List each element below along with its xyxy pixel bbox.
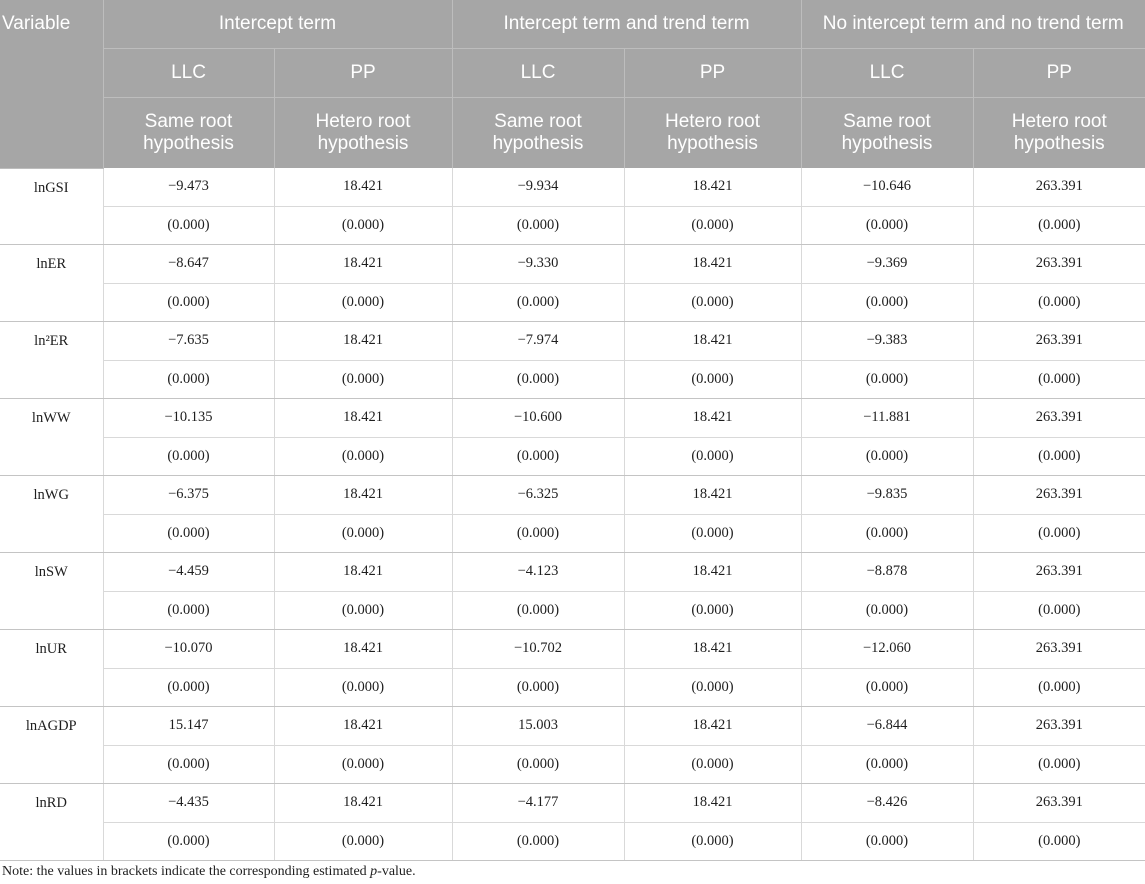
statistic-cell: −9.383 [801,322,973,361]
statistic-cell: 18.421 [624,784,801,823]
table-row-statistic [0,630,1145,669]
pvalue-cell: (0.000) [452,822,624,861]
pvalue-cell: (0.000) [274,437,452,476]
pvalue-cell: (0.000) [452,360,624,399]
header-row-hypotheses [0,98,1145,169]
table-note: Note: the values in brackets indicate the corresponding estimated p-value. [2,864,416,879]
table-row-statistic [0,707,1145,746]
pvalue-cell: (0.000) [624,514,801,553]
statistic-cell: −6.844 [801,707,973,746]
table-row-statistic [0,784,1145,823]
pvalue-cell: (0.000) [801,514,973,553]
hypothesis-header: Same root hypothesis [801,98,973,169]
statistic-cell: 263.391 [973,245,1145,284]
pvalue-cell: (0.000) [973,206,1145,245]
pvalue-cell: (0.000) [274,668,452,707]
hypothesis-header: Same root hypothesis [452,98,624,169]
variable-name: lnRD [0,784,103,861]
statistic-cell: −9.330 [452,245,624,284]
pvalue-cell: (0.000) [973,668,1145,707]
table-row-pvalue [0,514,1145,553]
pvalue-cell: (0.000) [973,822,1145,861]
pvalue-cell: (0.000) [973,283,1145,322]
pvalue-cell: (0.000) [274,822,452,861]
statistic-cell: −10.600 [452,399,624,438]
table-row-pvalue [0,591,1145,630]
pvalue-cell: (0.000) [624,591,801,630]
statistic-cell: 18.421 [274,630,452,669]
statistic-cell: 263.391 [973,322,1145,361]
pvalue-cell: (0.000) [624,437,801,476]
statistic-cell: −8.426 [801,784,973,823]
hypothesis-header: Hetero root hypothesis [274,98,452,169]
statistic-cell: −9.835 [801,476,973,515]
pvalue-cell: (0.000) [801,283,973,322]
statistic-cell: 15.003 [452,707,624,746]
statistic-cell: 263.391 [973,399,1145,438]
pvalue-cell: (0.000) [801,822,973,861]
statistic-cell: 263.391 [973,476,1145,515]
statistic-cell: 18.421 [624,168,801,206]
table-row-statistic [0,168,1145,206]
table-row-pvalue [0,822,1145,861]
test-header: PP [973,49,1145,98]
statistic-cell: −7.974 [452,322,624,361]
statistic-cell: −10.702 [452,630,624,669]
statistic-cell: 263.391 [973,168,1145,206]
statistic-cell: 18.421 [624,399,801,438]
group-header-intercept: Intercept term [103,0,452,49]
variable-name: lnWW [0,399,103,476]
pvalue-cell: (0.000) [973,437,1145,476]
variable-name: lnAGDP [0,707,103,784]
pvalue-cell: (0.000) [103,745,274,784]
pvalue-cell: (0.000) [624,206,801,245]
header-row-tests [0,49,1145,98]
statistic-cell: 15.147 [103,707,274,746]
pvalue-cell: (0.000) [801,668,973,707]
table-row-statistic [0,245,1145,284]
statistic-cell: 263.391 [973,784,1145,823]
variable-column-header: Variable [0,0,103,168]
statistic-cell: −9.369 [801,245,973,284]
header-row-groups [0,0,1145,49]
group-header-intercept-trend: Intercept term and trend term [452,0,801,49]
statistic-cell: −6.325 [452,476,624,515]
statistic-cell: 263.391 [973,630,1145,669]
pvalue-cell: (0.000) [274,206,452,245]
statistic-cell: 18.421 [624,553,801,592]
hypothesis-header: Hetero root hypothesis [973,98,1145,169]
variable-name: lnUR [0,630,103,707]
test-header: LLC [452,49,624,98]
statistic-cell: 18.421 [274,784,452,823]
table-row-pvalue [0,745,1145,784]
pvalue-cell: (0.000) [103,437,274,476]
statistic-cell: 18.421 [274,707,452,746]
pvalue-cell: (0.000) [801,206,973,245]
statistic-cell: 18.421 [624,322,801,361]
pvalue-cell: (0.000) [274,283,452,322]
test-header: PP [274,49,452,98]
statistic-cell: −4.459 [103,553,274,592]
test-header: LLC [801,49,973,98]
pvalue-cell: (0.000) [973,514,1145,553]
statistic-cell: −4.177 [452,784,624,823]
statistic-cell: −12.060 [801,630,973,669]
statistic-cell: −10.070 [103,630,274,669]
statistic-cell: −7.635 [103,322,274,361]
variable-name: lnWG [0,476,103,553]
statistic-cell: −4.435 [103,784,274,823]
statistic-cell: −11.881 [801,399,973,438]
table-body [0,168,1145,861]
pvalue-cell: (0.000) [973,745,1145,784]
variable-name: ln²ER [0,322,103,399]
pvalue-cell: (0.000) [103,822,274,861]
statistic-cell: 18.421 [274,553,452,592]
pvalue-cell: (0.000) [274,514,452,553]
variable-name: lnER [0,245,103,322]
pvalue-cell: (0.000) [452,591,624,630]
table-row-statistic [0,476,1145,515]
table-row-pvalue [0,206,1145,245]
pvalue-cell: (0.000) [103,206,274,245]
pvalue-cell: (0.000) [452,514,624,553]
pvalue-cell: (0.000) [624,283,801,322]
test-header: PP [624,49,801,98]
statistic-cell: −6.375 [103,476,274,515]
pvalue-cell: (0.000) [452,437,624,476]
pvalue-cell: (0.000) [452,283,624,322]
table-row-pvalue [0,283,1145,322]
pvalue-cell: (0.000) [624,668,801,707]
hypothesis-header: Same root hypothesis [103,98,274,169]
table-row-pvalue [0,437,1145,476]
pvalue-cell: (0.000) [103,591,274,630]
pvalue-cell: (0.000) [103,283,274,322]
statistic-cell: −8.647 [103,245,274,284]
pvalue-cell: (0.000) [274,360,452,399]
group-header-no-intercept-no-trend: No intercept term and no trend term [801,0,1145,49]
pvalue-cell: (0.000) [274,745,452,784]
pvalue-cell: (0.000) [801,437,973,476]
table-row-pvalue [0,360,1145,399]
pvalue-cell: (0.000) [973,591,1145,630]
variable-name: lnSW [0,553,103,630]
statistic-cell: −8.878 [801,553,973,592]
statistic-cell: −9.934 [452,168,624,206]
hypothesis-header: Hetero root hypothesis [624,98,801,169]
statistic-cell: −10.135 [103,399,274,438]
statistic-cell: 18.421 [624,707,801,746]
pvalue-cell: (0.000) [103,360,274,399]
pvalue-cell: (0.000) [452,668,624,707]
pvalue-cell: (0.000) [624,360,801,399]
pvalue-cell: (0.000) [624,822,801,861]
statistic-cell: 18.421 [274,245,452,284]
pvalue-cell: (0.000) [274,591,452,630]
variable-name: lnGSI [0,168,103,245]
test-header: LLC [103,49,274,98]
statistic-cell: −4.123 [452,553,624,592]
statistic-cell: 18.421 [274,476,452,515]
pvalue-cell: (0.000) [973,360,1145,399]
statistic-cell: 18.421 [624,476,801,515]
table-row-pvalue [0,668,1145,707]
statistic-cell: −9.473 [103,168,274,206]
pvalue-cell: (0.000) [452,206,624,245]
pvalue-cell: (0.000) [624,745,801,784]
table-row-statistic [0,399,1145,438]
table-row-statistic [0,553,1145,592]
statistic-cell: 263.391 [973,707,1145,746]
pvalue-cell: (0.000) [103,514,274,553]
pvalue-cell: (0.000) [103,668,274,707]
statistic-cell: 18.421 [274,322,452,361]
statistic-cell: 18.421 [274,168,452,206]
statistic-cell: −10.646 [801,168,973,206]
statistic-cell: 263.391 [973,553,1145,592]
table-row-statistic [0,322,1145,361]
pvalue-cell: (0.000) [801,360,973,399]
table-header [0,0,1145,168]
statistic-cell: 18.421 [274,399,452,438]
pvalue-cell: (0.000) [801,745,973,784]
statistic-cell: 18.421 [624,630,801,669]
statistic-cell: 18.421 [624,245,801,284]
pvalue-cell: (0.000) [452,745,624,784]
pvalue-cell: (0.000) [801,591,973,630]
